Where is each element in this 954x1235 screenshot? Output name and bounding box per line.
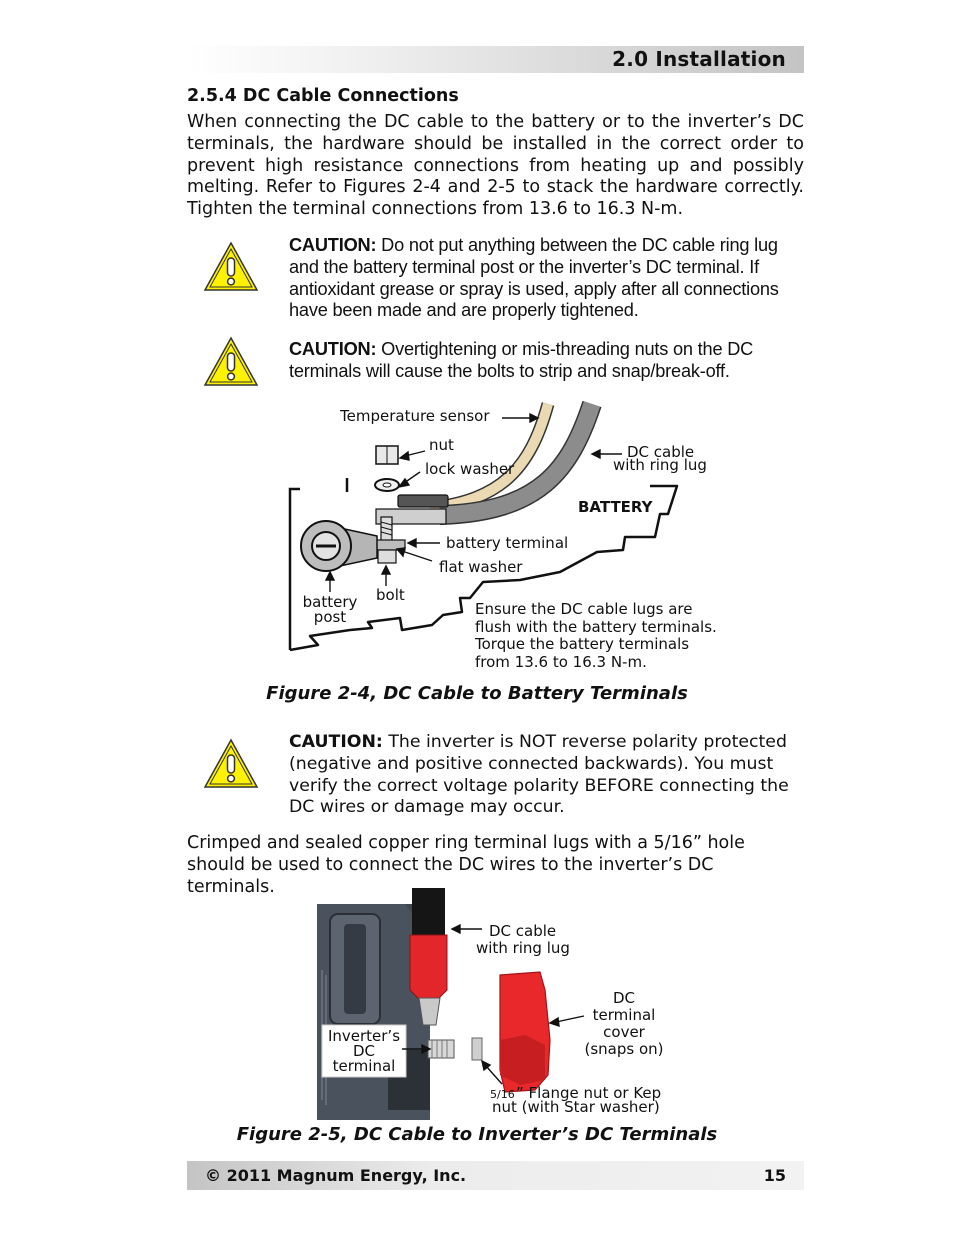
label-cover-snaps: (snaps on) — [584, 1040, 664, 1058]
label-ring-lug: with ring lug — [476, 939, 570, 957]
label-cover-terminal: terminal — [592, 1006, 656, 1024]
label-flat-washer: flat washer — [439, 558, 523, 576]
label-inverter-terminal: terminal — [332, 1057, 396, 1075]
label-battery: BATTERY — [578, 498, 653, 516]
warning-icon — [203, 241, 259, 293]
label-bolt: bolt — [376, 586, 405, 604]
label-dc-cable: DC cable — [627, 443, 695, 461]
header-bar — [187, 46, 804, 73]
label-dc-cable: DC cable — [489, 922, 557, 940]
page-number: 15 — [763, 1166, 786, 1185]
caution-body: Overtightening or mis-threading nuts on the DC terminals will cause the bolts to strip and snap/break-off. — [289, 339, 754, 381]
label-cover-cover: cover — [603, 1023, 645, 1041]
label-inverter: Inverter’s — [327, 1027, 401, 1045]
note-line-4: from 13.6 to 16.3 N-m. — [475, 653, 647, 671]
label-cover-dc: DC — [612, 989, 636, 1007]
label-battery-terminal: battery terminal — [446, 534, 569, 552]
caution-label: CAUTION: — [289, 339, 377, 359]
caution-2 — [289, 339, 799, 383]
chapter-title: 2.0 Installation — [612, 47, 786, 71]
caution-body: The inverter is NOT reverse polarity protected (negative and positive connected backwards). You must verify the correct voltage polarity BEFORE connecting the DC wires or damage may occur. — [289, 732, 789, 818]
warning-icon — [203, 738, 259, 790]
note-line-3: Torque the battery terminals — [475, 635, 690, 653]
caution-3 — [289, 732, 799, 819]
caution-label: CAUTION: — [289, 235, 377, 255]
label-temp-sensor: Temperature sensor — [340, 407, 490, 425]
note-line-1: Ensure the DC cable lugs are — [475, 600, 693, 618]
label-lock-washer: lock washer — [425, 460, 515, 478]
caution-1 — [289, 235, 799, 322]
label-ring-lug: with ring lug — [613, 456, 707, 474]
label-post: post — [313, 608, 347, 626]
label-inverter-dc: DC — [352, 1042, 376, 1060]
inverter-terminal-diagram — [310, 885, 690, 1125]
section-heading: 2.5.4 DC Cable Connections — [187, 86, 459, 106]
copyright: © 2011 Magnum Energy, Inc. — [205, 1166, 467, 1185]
label-flange-nut: ” Flange nut or Kep — [516, 1084, 662, 1102]
label-battery-post: battery — [302, 593, 358, 611]
lug-paragraph: Crimped and sealed copper ring terminal lugs with a 5/16” hole should be used to connect the DC wires to the inverter’s DC terminals. — [187, 833, 745, 897]
footer-bar — [187, 1161, 804, 1190]
figure-4-caption: Figure 2-4, DC Cable to Battery Terminals — [266, 683, 688, 704]
battery-terminal-diagram — [280, 395, 740, 680]
intro-paragraph: When connecting the DC cable to the battery or to the inverter’s DC terminals, the hardware should be installed in the correct order to prevent high resistance connections from heating up and possibly melting. Refer to Figures 2-4 and 2-5 to stack the hardware correctly. Tighten the terminal connections from 13.6 to 16.3 N-m. — [187, 112, 804, 220]
warning-icon — [203, 336, 259, 388]
figure-5-caption: Figure 2-5, DC Cable to Inverter’s DC Terminals — [236, 1124, 718, 1145]
label-star-washer: nut (with Star washer) — [492, 1098, 660, 1116]
label-nut: nut — [429, 436, 454, 454]
label-nut-size: 5/16 — [490, 1088, 515, 1101]
note-line-2: flush with the battery terminals. — [475, 618, 717, 636]
caution-label: CAUTION: — [289, 732, 383, 752]
caution-body: Do not put anything between the DC cable ring lug and the battery terminal post or the inverter’s DC terminal. If antioxidant grease or spray is used, apply after all connections have been made and are properly tightened. — [289, 235, 779, 321]
